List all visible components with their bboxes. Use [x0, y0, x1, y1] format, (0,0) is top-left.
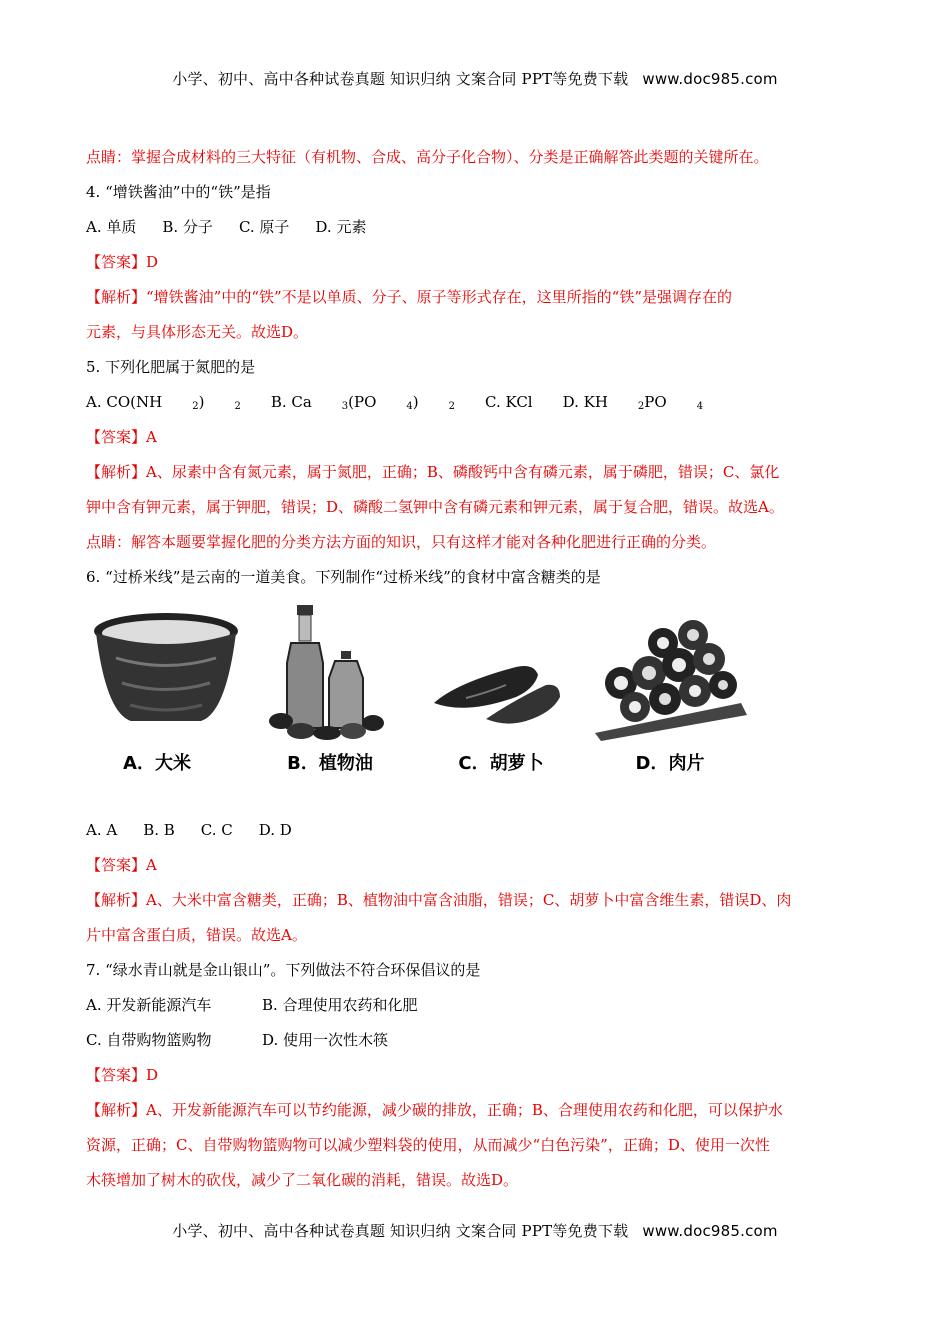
page-footer: [0, 1220, 950, 1241]
q3-tip: 点睛：掌握合成材料的三大特征（有机物、合成、高分子化合物）、分类是正确解答此类题的关键所在。: [86, 148, 769, 166]
document-body: [86, 140, 866, 1198]
caption-a: A．大米: [123, 753, 191, 774]
q6-food-images: [86, 603, 866, 813]
q4-option-c: C. 原子: [238, 218, 290, 236]
oil-bottle-icon: [261, 603, 421, 743]
q5-option-c: C. KCl: [485, 393, 533, 411]
footer-text: 小学、初中、高中各种试卷真题 知识归纳 文案合同 PPT等免费下载: [172, 1222, 629, 1240]
q5-answer: 【答案】A: [86, 428, 157, 446]
q7-option-a: A. 开发新能源汽车: [86, 996, 212, 1014]
q6-option-c: C. C: [200, 821, 233, 839]
q6-answer: 【答案】A: [86, 856, 157, 874]
meat-image: [591, 603, 751, 803]
meat-slices-icon: [591, 603, 751, 743]
q6-option-b: B. B: [143, 821, 175, 839]
q5-option-d: D. KH $_2$PO $_4$: [562, 393, 704, 412]
q4-option-b: B. 分子: [162, 218, 213, 236]
q4-answer: 【答案】D: [86, 253, 159, 271]
q7-answer: 【答案】D: [86, 1066, 159, 1084]
q7-analysis-3: 木筷增加了树木的砍伐，减少了二氧化碳的消耗，错误。故选D。: [86, 1171, 519, 1189]
q6-option-d: D. D: [258, 821, 292, 839]
footer-url[interactable]: www.doc985.com: [642, 1222, 778, 1240]
q7-analysis-2: 资源，正确；C、自带购物篮购物可以减少塑料袋的使用，从而减少“白色污染”，正确；D、使用一次性: [86, 1136, 770, 1154]
q4-analysis-2: 元素，与具体形态无关。故选D。: [86, 323, 309, 341]
q7-options-row-2: [86, 1023, 866, 1058]
q4-options: [86, 210, 866, 245]
caption-d: D．肉片: [635, 753, 705, 774]
q4-stem: 4. “增铁酱油”中的“铁”是指: [86, 183, 271, 201]
header-url[interactable]: www.doc985.com: [642, 70, 778, 88]
q7-option-b: B. 合理使用农药和化肥: [262, 996, 418, 1014]
q7-stem: 7. “绿水青山就是金山银山”。下列做法不符合环保倡议的是: [86, 961, 481, 979]
caption-b: B．植物油: [287, 753, 373, 774]
q6-stem: 6. “过桥米线”是云南的一道美食。下列制作“过桥米线”的食材中富含糖类的是: [86, 568, 601, 586]
carrot-image: [426, 603, 586, 803]
q5-option-b: B. Ca $_3$(PO $_4$) $_2$: [270, 393, 456, 412]
q4-option-d: D. 元素: [315, 218, 367, 236]
q6-options: [86, 813, 866, 848]
q7-options-row-1: [86, 988, 866, 1023]
q6-analysis-2: 片中富含蛋白质，错误。故选A。: [86, 926, 307, 944]
header-text: 小学、初中、高中各种试卷真题 知识归纳 文案合同 PPT等免费下载: [172, 70, 629, 88]
rice-bowl-icon: [86, 603, 246, 743]
q6-option-a: A. A: [86, 821, 118, 839]
q5-analysis-1: 【解析】A、尿素中含有氮元素，属于氮肥，正确；B、磷酸钙中含有磷元素，属于磷肥，错误；C、氯化: [86, 463, 780, 481]
oil-image: [261, 603, 421, 803]
rice-image: [86, 603, 246, 803]
q5-option-a: A. CO(NH $_2$) $_2$: [86, 393, 241, 412]
caption-c: C．胡萝卜: [458, 753, 544, 774]
carrot-icon: [426, 603, 586, 743]
q7-option-d: D. 使用一次性木筷: [262, 1031, 389, 1049]
q5-stem: 5. 下列化肥属于氮肥的是: [86, 358, 256, 376]
q4-analysis-1: 【解析】“增铁酱油”中的“铁”不是以单质、分子、原子等形式存在，这里所指的“铁”是强调存在的: [86, 288, 733, 306]
q5-options: [86, 385, 866, 420]
q6-analysis-1: 【解析】A、大米中富含糖类，正确；B、植物油中富含油脂，错误；C、胡萝卜中富含维生素，错误D、肉: [86, 891, 792, 909]
q7-option-c: C. 自带购物篮购物: [86, 1031, 212, 1049]
q4-option-a: A. 单质: [86, 218, 137, 236]
q7-analysis-1: 【解析】A、开发新能源汽车可以节约能源，减少碳的排放，正确；B、合理使用农药和化肥，可以保护水: [86, 1101, 783, 1119]
q5-analysis-2: 钾中含有钾元素，属于钾肥，错误；D、磷酸二氢钾中含有磷元素和钾元素，属于复合肥，错误。故选A。: [86, 498, 784, 516]
page-header: [0, 68, 950, 89]
q5-tip: 点睛：解答本题要掌握化肥的分类方法方面的知识，只有这样才能对各种化肥进行正确的分类。: [86, 533, 717, 551]
